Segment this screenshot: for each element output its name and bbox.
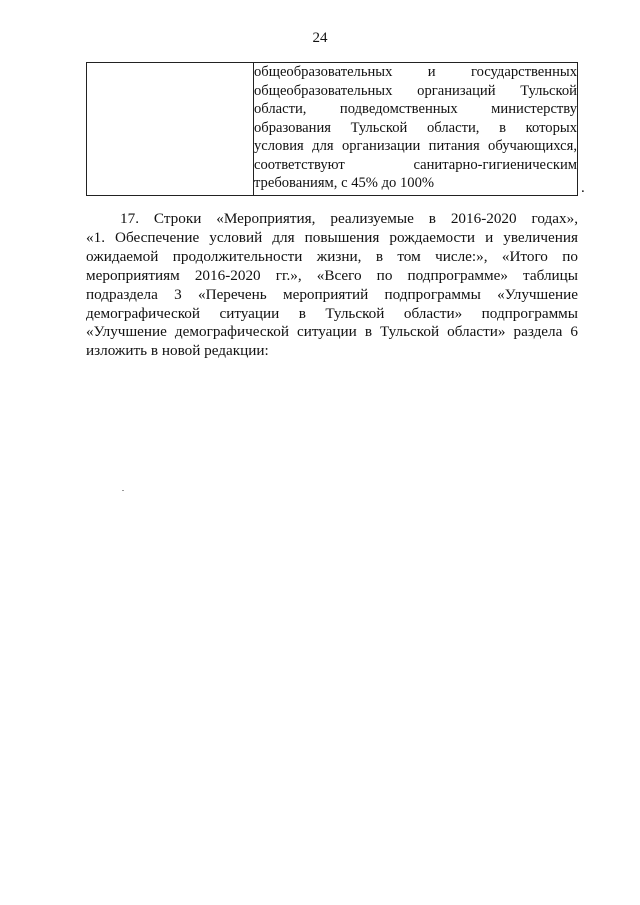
table-cell-text	[254, 63, 578, 196]
paragraph-line: подраздела 3 «Перечень мероприятий подпрограммы «Улучшение	[86, 285, 578, 303]
scan-artifact	[122, 490, 124, 491]
table-cell-line: общеобразовательных и государственных	[254, 64, 577, 80]
table-cell-line: соответствуют санитарно-гигиеническим	[254, 156, 577, 173]
body-paragraph	[86, 210, 578, 361]
paragraph-line: демографической ситуации в Тульской области» подпрограммы	[86, 304, 578, 322]
table-cell-line: образования Тульской области, в которых	[254, 119, 577, 136]
paragraph-line: 17. Строки «Мероприятия, реализуемые в 2016-2020 годах»,	[120, 210, 578, 227]
table-row	[87, 63, 578, 196]
page-number: 24	[312, 30, 328, 46]
paragraph-line: ожидаемой продолжительности жизни, в том числе:», «Итого по	[86, 247, 578, 265]
paragraph-line: мероприятиям 2016-2020 гг.», «Всего по подпрограмме» таблицы	[86, 266, 578, 284]
table-cell-line: требованиям, с 45% до 100%	[254, 175, 435, 191]
table-cell-line: условия для организации питания обучающихся,	[254, 138, 577, 154]
table-cell-line: области, подведомственных министерству	[254, 101, 577, 117]
table-cell-empty	[87, 63, 254, 196]
table-cell-line: общеобразовательных организаций Тульской	[254, 82, 577, 99]
table-end-mark: .	[581, 180, 585, 196]
paragraph-line: «Улучшение демографической ситуации в Тульской области» раздела 6	[86, 323, 578, 341]
continuation-table	[86, 62, 578, 196]
paragraph-line: изложить в новой редакции:	[86, 342, 269, 360]
paragraph-line: «1. Обеспечение условий для повышения рождаемости и увеличения	[86, 228, 578, 246]
